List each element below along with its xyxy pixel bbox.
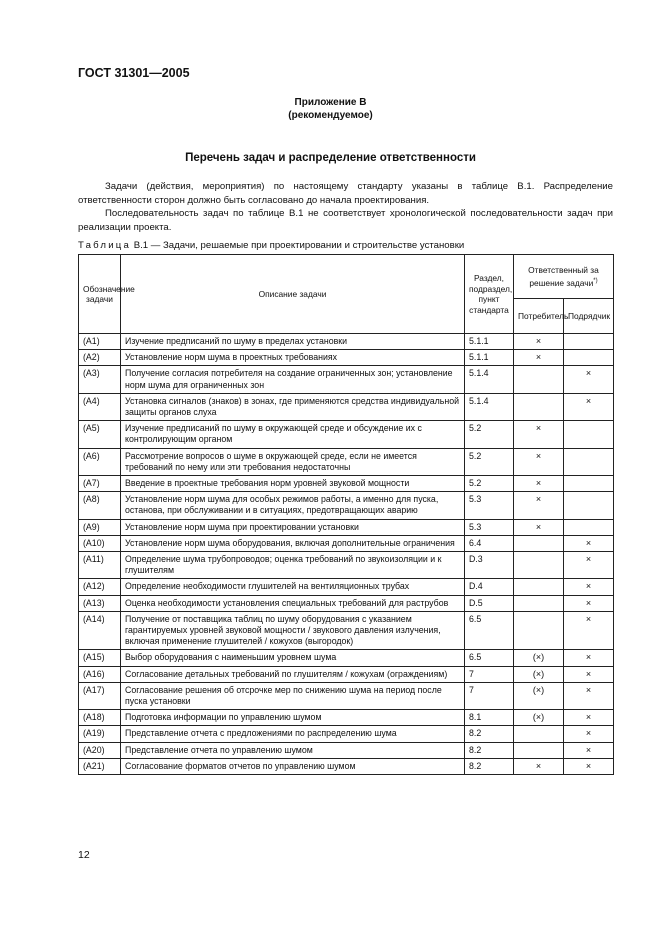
row-description: Определение шума трубопроводов; оценка требований по звукоизоляции и к глушителям [121, 552, 465, 579]
row-description: Согласование детальных требований по глушителям / кожухам (ограждениям) [121, 666, 465, 682]
row-section: D.5 [465, 595, 514, 611]
header-consumer: Потребитель [514, 299, 564, 334]
row-contractor-mark: × [564, 535, 614, 551]
row-code: (A5) [79, 421, 121, 448]
row-code: (A13) [79, 595, 121, 611]
row-section: 5.2 [465, 448, 514, 475]
row-consumer-mark: (×) [514, 710, 564, 726]
tasks-table [78, 254, 614, 775]
row-description: Оценка необходимости установления специальных требований для раструбов [121, 595, 465, 611]
row-contractor-mark: × [564, 742, 614, 758]
row-contractor-mark: × [564, 393, 614, 420]
table-caption-prefix: Таблица [78, 240, 132, 251]
row-consumer-mark: (×) [514, 682, 564, 709]
row-contractor-mark: × [564, 611, 614, 650]
row-description: Изучение предписаний по шуму в окружающей среде и обсуждение их с контролирующим органом [121, 421, 465, 448]
row-section: 8.2 [465, 726, 514, 742]
paragraph-1-text: Задачи (действия, мероприятия) по настоящему стандарту указаны в таблице В.1. Распределение ответственности сторон должно быть согласовано до начала проектирования. [78, 181, 613, 206]
row-consumer-mark: × [514, 519, 564, 535]
row-contractor-mark [564, 476, 614, 492]
table-row [79, 350, 614, 366]
table-row [79, 650, 614, 666]
row-consumer-mark: × [514, 350, 564, 366]
row-consumer-mark: × [514, 421, 564, 448]
table-caption-text: В.1 — Задачи, решаемые при проектировании и строительстве установки [133, 240, 465, 251]
table-row [79, 682, 614, 709]
row-consumer-mark [514, 535, 564, 551]
row-contractor-mark [564, 334, 614, 350]
header-responsible-note: *) [593, 277, 598, 284]
row-code: (A14) [79, 611, 121, 650]
header-section: Раздел, подраздел, пункт стандарта [465, 255, 514, 334]
row-consumer-mark: × [514, 492, 564, 519]
row-description: Рассмотрение вопросов о шуме в окружающей среде, если не имеется требований по нему или эти требования недостаточны [121, 448, 465, 475]
row-description: Установление норм шума в проектных требованиях [121, 350, 465, 366]
page-number: 12 [78, 849, 90, 861]
row-contractor-mark [564, 421, 614, 448]
row-code: (A8) [79, 492, 121, 519]
row-code: (A9) [79, 519, 121, 535]
row-consumer-mark: × [514, 334, 564, 350]
table-row [79, 595, 614, 611]
row-code: (A4) [79, 393, 121, 420]
row-contractor-mark: × [564, 666, 614, 682]
row-section: 5.1.4 [465, 393, 514, 420]
table-row [79, 366, 614, 393]
row-section: 5.1.1 [465, 334, 514, 350]
row-consumer-mark [514, 393, 564, 420]
row-consumer-mark: × [514, 476, 564, 492]
row-section: D.3 [465, 552, 514, 579]
row-contractor-mark [564, 350, 614, 366]
row-section: 8.2 [465, 758, 514, 774]
row-contractor-mark: × [564, 552, 614, 579]
row-code: (A19) [79, 726, 121, 742]
row-code: (A18) [79, 710, 121, 726]
row-contractor-mark: × [564, 682, 614, 709]
table-row [79, 579, 614, 595]
row-section: 5.2 [465, 476, 514, 492]
row-contractor-mark [564, 492, 614, 519]
table-body [79, 334, 614, 775]
header-description: Описание задачи [121, 255, 465, 334]
row-code: (A3) [79, 366, 121, 393]
row-contractor-mark: × [564, 710, 614, 726]
row-contractor-mark: × [564, 650, 614, 666]
row-consumer-mark [514, 726, 564, 742]
row-code: (A1) [79, 334, 121, 350]
row-code: (A10) [79, 535, 121, 551]
row-consumer-mark [514, 552, 564, 579]
row-section: 5.3 [465, 519, 514, 535]
row-code: (A11) [79, 552, 121, 579]
row-section: 6.4 [465, 535, 514, 551]
row-section: 7 [465, 682, 514, 709]
row-description: Подготовка информации по управлению шумом [121, 710, 465, 726]
table-row [79, 666, 614, 682]
row-description: Определение необходимости глушителей на вентиляционных трубах [121, 579, 465, 595]
row-description: Изучение предписаний по шуму в пределах установки [121, 334, 465, 350]
row-description: Выбор оборудования с наименьшим уровнем шума [121, 650, 465, 666]
row-code: (A20) [79, 742, 121, 758]
row-consumer-mark [514, 595, 564, 611]
table-row [79, 758, 614, 774]
header-responsible [514, 255, 614, 299]
table-row [79, 448, 614, 475]
table-row [79, 334, 614, 350]
paragraph-1 [78, 180, 613, 207]
header-code: Обозначение задачи [79, 255, 121, 334]
row-section: 5.1.4 [465, 366, 514, 393]
paragraph-2-text: Последовательность задач по таблице В.1 не соответствует хронологической последовательности задач при реализации проекта. [78, 208, 613, 233]
row-section: D.4 [465, 579, 514, 595]
row-description: Установление норм шума оборудования, включая дополнительные ограничения [121, 535, 465, 551]
document-id: ГОСТ 31301—2005 [78, 66, 190, 80]
table-row [79, 393, 614, 420]
row-code: (A12) [79, 579, 121, 595]
row-contractor-mark: × [564, 595, 614, 611]
row-consumer-mark: (×) [514, 650, 564, 666]
table-row [79, 492, 614, 519]
row-consumer-mark: × [514, 758, 564, 774]
table-row [79, 421, 614, 448]
row-contractor-mark [564, 519, 614, 535]
row-code: (A16) [79, 666, 121, 682]
row-section: 5.2 [465, 421, 514, 448]
row-code: (A15) [79, 650, 121, 666]
row-description: Установление норм шума при проектировании установки [121, 519, 465, 535]
row-section: 8.2 [465, 742, 514, 758]
header-contractor: Подрядчик [564, 299, 614, 334]
row-contractor-mark: × [564, 366, 614, 393]
row-consumer-mark: × [514, 448, 564, 475]
row-description: Получение от поставщика таблиц по шуму оборудования с указанием гарантируемых уровней звуковой мощности / звукового давления излучения, включая применение глушителей / кожухов (выгородок) [121, 611, 465, 650]
row-section: 5.3 [465, 492, 514, 519]
annex-status: (рекомендуемое) [288, 110, 373, 121]
table-row [79, 519, 614, 535]
row-section: 5.1.1 [465, 350, 514, 366]
row-section: 6.5 [465, 611, 514, 650]
row-contractor-mark: × [564, 579, 614, 595]
row-section: 6.5 [465, 650, 514, 666]
row-code: (A21) [79, 758, 121, 774]
row-code: (A7) [79, 476, 121, 492]
table-row [79, 726, 614, 742]
table-row [79, 742, 614, 758]
row-contractor-mark [564, 448, 614, 475]
table-row [79, 710, 614, 726]
table-row [79, 476, 614, 492]
row-consumer-mark [514, 611, 564, 650]
row-section: 8.1 [465, 710, 514, 726]
row-contractor-mark: × [564, 758, 614, 774]
row-contractor-mark: × [564, 726, 614, 742]
row-code: (A2) [79, 350, 121, 366]
row-description: Согласование решения об отсрочке мер по снижению шума на период после пуска установки [121, 682, 465, 709]
row-consumer-mark [514, 366, 564, 393]
row-consumer-mark [514, 742, 564, 758]
row-description: Согласование форматов отчетов по управлению шумом [121, 758, 465, 774]
row-description: Установление норм шума для особых режимов работы, а именно для пуска, останова, при обслуживании и в ситуациях, предотвращающих аварию [121, 492, 465, 519]
row-description: Введение в проектные требования норм уровней звуковой мощности [121, 476, 465, 492]
annex-title: Приложение В [294, 97, 367, 108]
row-description: Установка сигналов (знаков) в зонах, где применяются средства индивидуальной защиты органов слуха [121, 393, 465, 420]
table-row [79, 535, 614, 551]
table-row [79, 552, 614, 579]
row-description: Представление отчета с предложениями по распределению шума [121, 726, 465, 742]
table-caption [78, 240, 464, 251]
row-code: (A17) [79, 682, 121, 709]
row-consumer-mark [514, 579, 564, 595]
row-section: 7 [465, 666, 514, 682]
header-responsible-text: Ответственный за решение задачи [528, 265, 599, 288]
row-consumer-mark: (×) [514, 666, 564, 682]
paragraph-2 [78, 207, 613, 234]
section-heading: Перечень задач и распределение ответственности [185, 152, 476, 164]
row-description: Получение согласия потребителя на создание ограниченных зон; установление норм шума для ограниченных зон [121, 366, 465, 393]
table-row [79, 611, 614, 650]
row-code: (A6) [79, 448, 121, 475]
row-description: Представление отчета по управлению шумом [121, 742, 465, 758]
